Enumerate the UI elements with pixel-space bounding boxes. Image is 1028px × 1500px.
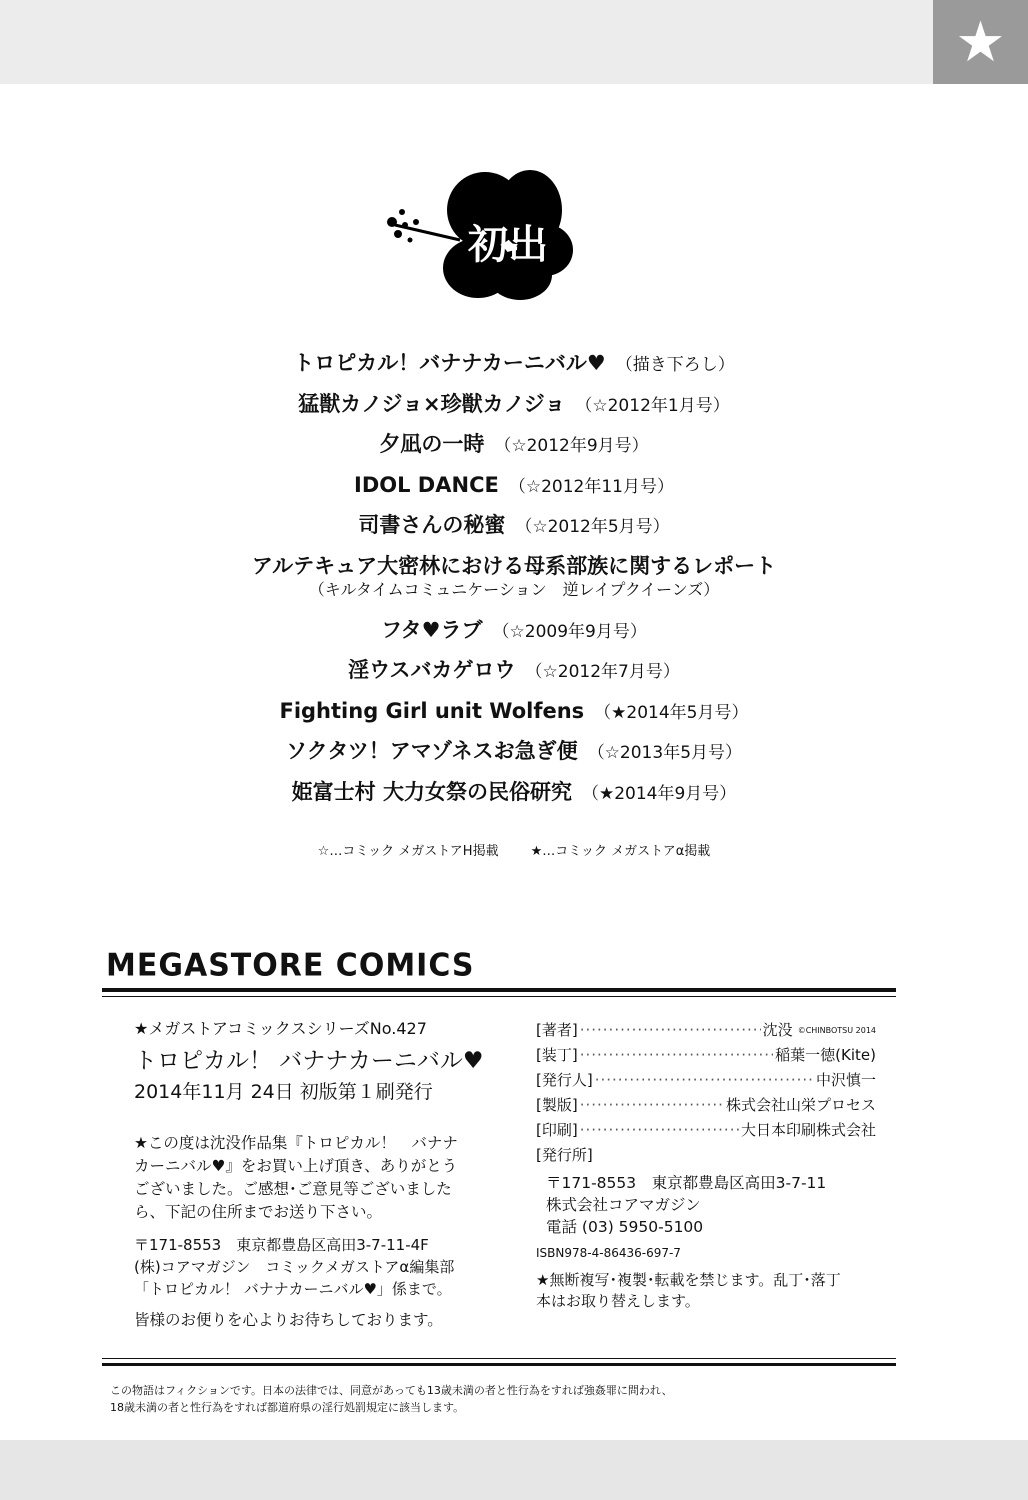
work-item: ソクタツ！アマゾネスお急ぎ便 （☆2013年5月号） [285,739,743,763]
rights-notice: ★無断複写･複製･転載を禁じます。乱丁･落丁 本はお取り替えします。 [536,1271,841,1310]
publisher-info: 〒171-8553 東京都豊島区高田3-7-11 株式会社コアマガジン 電話 (03) 5950-5100 [546,1174,827,1236]
top-band [0,0,1028,84]
isbn: ISBN978-4-86436-697-7 [536,1246,681,1260]
work-item: 猛獣カノジョ×珍獣カノジョ （☆2012年1月号） [298,391,730,416]
colophon-left: ★メガストアコミックスシリーズNo.427 トロピカル！ バナナカーニバル♥ 2014年11月 24日 初版第１刷発行 ★この度は沈没作品集『トロピカル！ バナナ カーニバル♥』をお買い上げ頂き、ありがとう ございました。ご感想･ご意見等ございました ら、下記の住所までお送り下さい。 〒171-8553 東京都豊島区高田3-7-11-4F (株)コアマガジン コミックメガストアα編集部 「トロピカル！ バナナカーニバル♥」係まで。 皆様のお便りを心よりお待ちしております。 [134,1016,504,1330]
book-title: トロピカル！ バナナカーニバル♥ [134,1048,484,1074]
credit-row: [発行人] ····· 中沢慎一 [536,1068,876,1093]
work-item: 淫ウスバカゲロウ （☆2012年7月号） [348,658,680,682]
logo-text: 初出 [468,222,548,268]
hibiscus-logo [380,160,580,300]
divider [102,1358,896,1359]
work-item: 姫富士村 大力女祭の民俗研究 （★2014年9月号） [291,779,737,804]
credit-row: [装丁] ····· 稲葉一徳(Kite) [536,1043,876,1068]
editorial-address: 〒171-8553 東京都豊島区高田3-7-11-4F (株)コアマガジン コミックメガストアα編集部 「トロピカル！ バナナカーニバル♥」係まで。 [134,1236,455,1298]
bottom-band [0,1440,1028,1500]
work-item: Fighting Girl unit Wolfens （★2014年5月号） [279,698,749,723]
work-item: アルテキュア大密林における母系部族に関するレポート （キルタイムコミュニケーション 逆レイプクイーンズ） [251,553,777,599]
colophon-credits [536,1018,876,1312]
credit-row: [印刷] ····· 大日本印刷株式会社 [536,1118,876,1143]
work-item: フタ♥ラブ （☆2009年9月号） [381,617,647,642]
star-icon: ★ [933,0,1028,84]
brand-title: MEGASTORE COMICS [106,947,475,984]
credit-row: [製版] ····· 株式会社山栄プロセス [536,1093,876,1118]
credit-row: [著者] ····· 沈没 ©CHINBOTSU 2014 [536,1018,876,1043]
publisher-label: [発行所] [536,1146,593,1164]
work-item: IDOL DANCE （☆2012年11月号） [354,472,674,497]
divider [102,996,896,997]
legend: ☆…コミック メガストアH掲載 ★…コミック メガストアα掲載 [317,844,711,859]
first-appearance-list [0,345,1028,814]
reader-message: ★この度は沈没作品集『トロピカル！ バナナ カーニバル♥』をお買い上げ頂き、ありがとう ございました。ご感想･ご意見等ございました ら、下記の住所までお送り下さい。 [134,1134,458,1221]
work-item: 夕凪の一時 （☆2012年9月号） [379,432,649,456]
work-item: 司書さんの秘蜜 （☆2012年5月号） [358,513,670,537]
divider [102,988,896,992]
divider [102,1363,896,1366]
work-item: トロピカル！バナナカーニバル♥ （描き下ろし） [293,351,735,375]
legal-notice: この物語はフィクションです。日本の法律では、同意があっても13歳未満の者と性行為をすれば強姦罪に問われ、 18歳未満の者と性行為をすれば都道府県の淫行処罰規定に該当します。 [110,1384,673,1414]
